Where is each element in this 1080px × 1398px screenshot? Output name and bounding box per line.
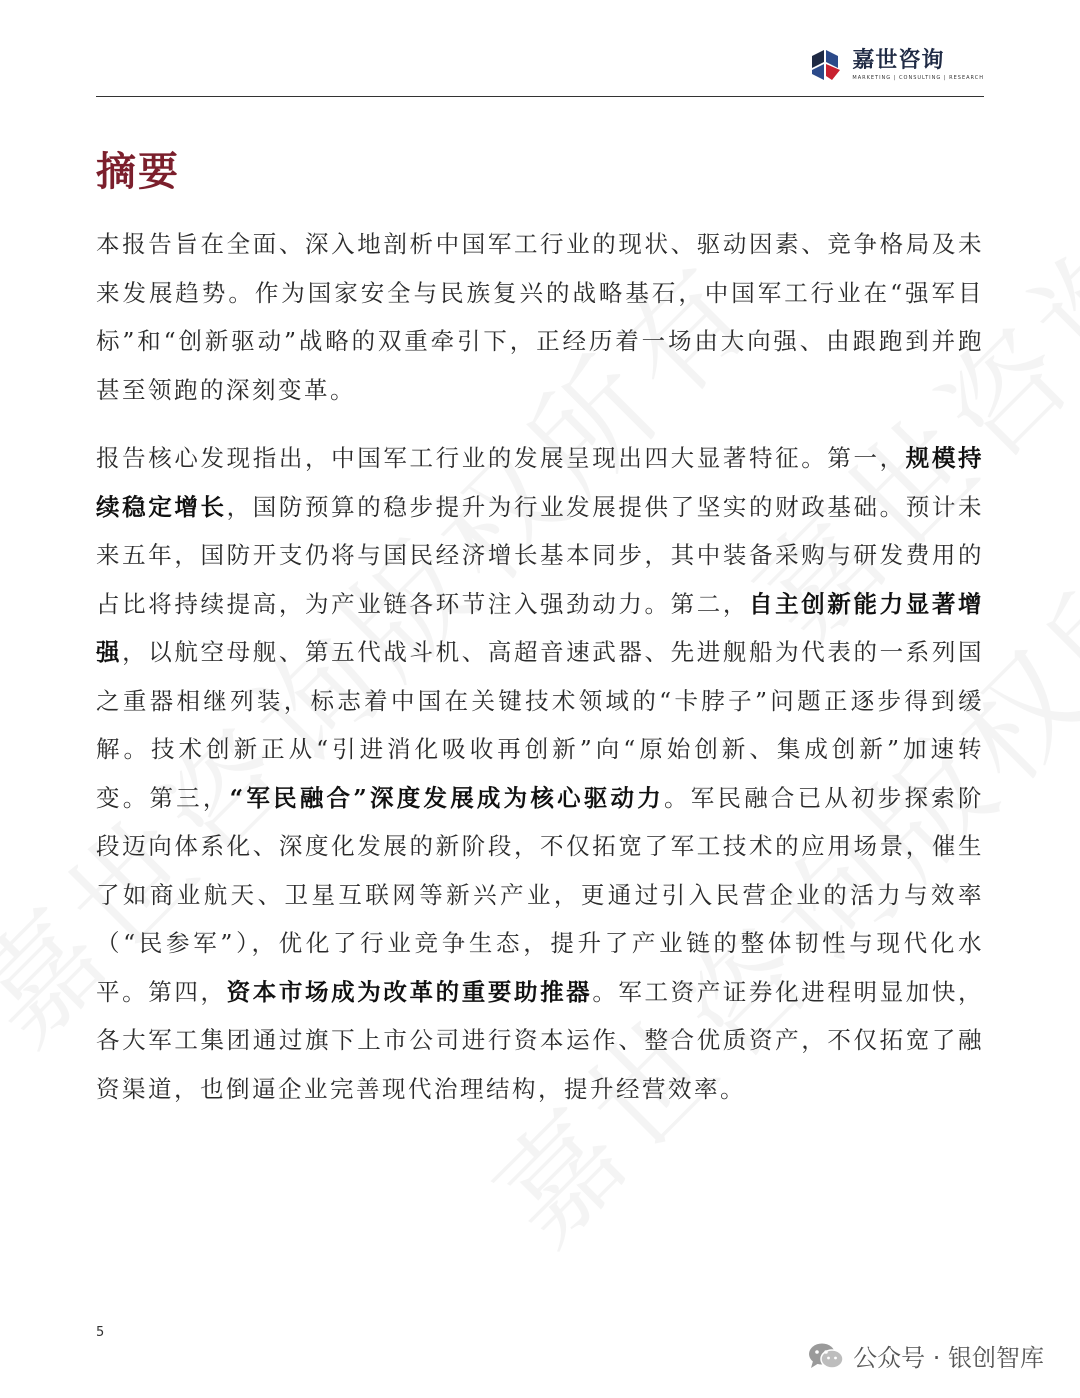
logo-name: 嘉世咨询 — [852, 48, 945, 73]
paragraph-findings — [96, 434, 984, 1113]
body-text: 。军民融合已从初步探索阶段迈向体系化、深度化发展的新阶段，不仅拓宽了军工技术的应用场景，催生了如商业航天、卫星互联网等新兴产业，更通过引入民营企业的活力与效率（“民参军”），优化了行业竞争生态，提升了产业链的整体韧性与现代化水平。第四， — [96, 783, 984, 1006]
company-logo — [810, 48, 984, 82]
footer-source-text: 公众号 · 银创智库 — [853, 1344, 1044, 1372]
page-title: 摘要 — [96, 148, 180, 195]
body-text: ，国防预算的稳步提升为行业发展提供了坚实的财政基础。预计未来五年，国防开支仍将与国民经济增长基本同步，其中装备采购与研发费用的占比将持续提高，为产业链各环节注入强劲动力。第二， — [96, 492, 985, 618]
paragraph-intro — [96, 220, 984, 414]
body-text: 。军工资产证券化进程明显加快，各大军工集团通过旗下上市公司进行资本运作、整合优质资产，不仅拓宽了融资渠道，也倒逼企业完善现代治理结构，提升经营效率。 — [96, 977, 985, 1103]
logo-mark-icon — [810, 48, 844, 82]
highlight-text: 资本市场成为改革的重要助推器 — [226, 977, 593, 1006]
highlight-text: 规模持续稳定增长 — [96, 444, 985, 521]
body-text: ，以航空母舰、第五代战斗机、高超音速武器、先进舰船为代表的一系列国之重器相继列装，标志着中国在关键技术领域的“卡脖子”问题正逐步得到缓解。技术创新正从“引进消化吸收再创新”向“原始创新、集成创新”加速转变。第三， — [96, 638, 985, 812]
wechat-icon — [807, 1341, 845, 1371]
body-text: 本报告旨在全面、深入地剖析中国军工行业的现状、驱动因素、竞争格局及未来发展趋势。作为国家安全与民族复兴的战略基石，中国军工行业在“强军目标”和“创新驱动”战略的双重牵引下，正经历着一场由大向强、由跟跑到并跑甚至领跑的深刻变革。 — [96, 230, 984, 404]
highlight-text: “军民融合”深度发展成为核心驱动力 — [229, 783, 665, 812]
highlight-text: 自主创新能力显著增强 — [96, 589, 985, 666]
logo-tagline: MARKETING | CONSULTING | RESEARCH — [852, 75, 984, 81]
body-text: 报告核心发现指出，中国军工行业的发展呈现出四大显著特征。第一， — [96, 444, 906, 472]
main-content — [96, 220, 984, 1133]
footer-source — [807, 1338, 1044, 1373]
page-header — [96, 40, 984, 97]
page-number: 5 — [96, 1325, 105, 1340]
